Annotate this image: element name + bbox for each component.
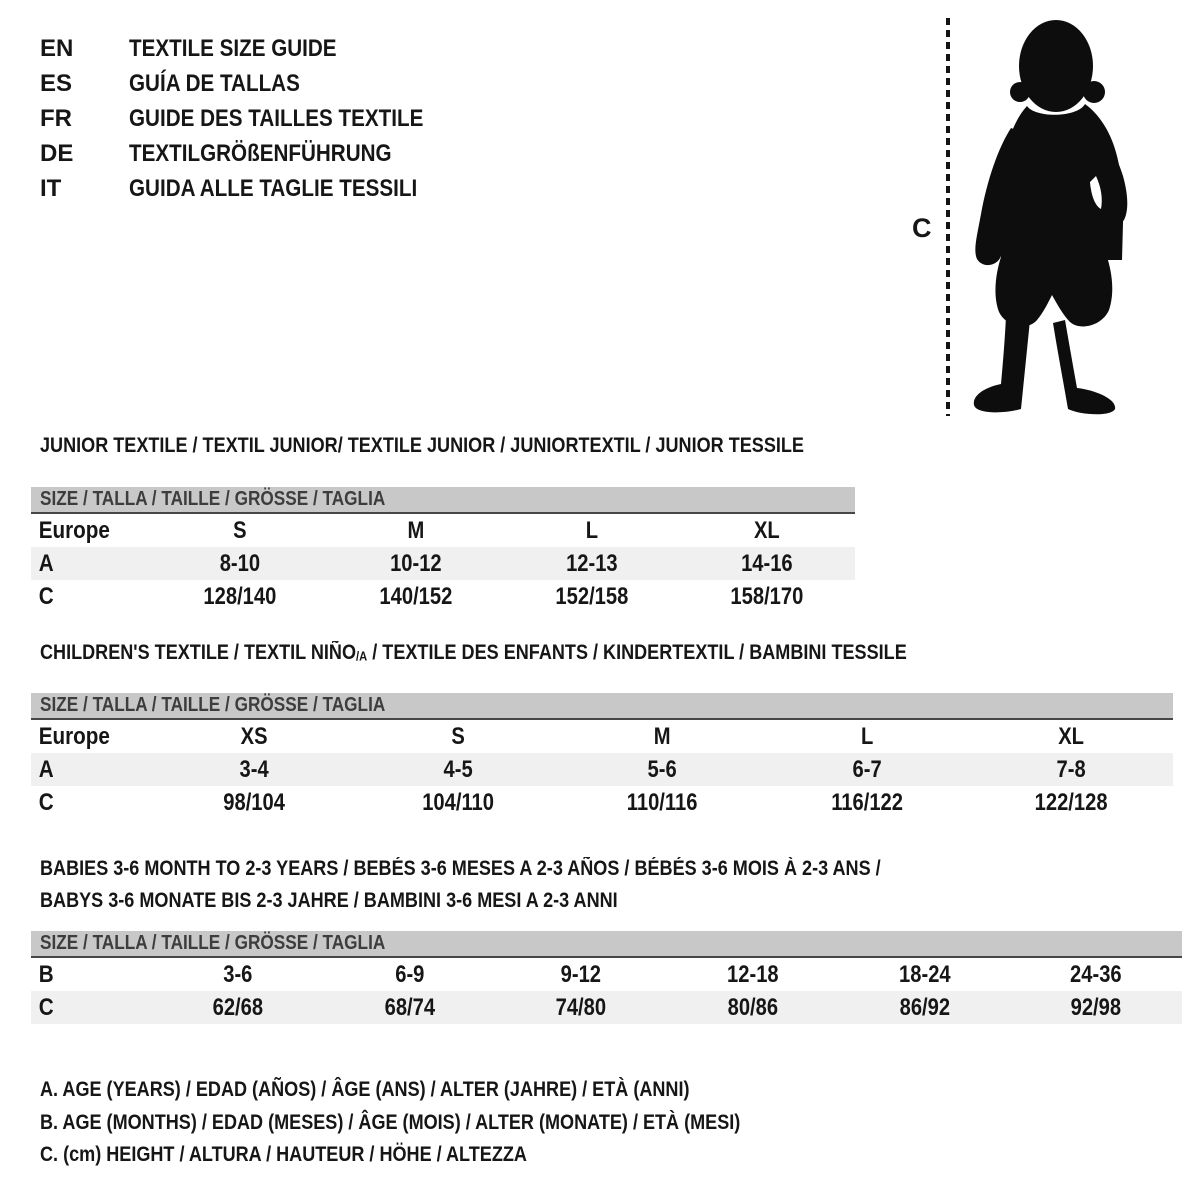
height-dashed-line <box>946 18 950 416</box>
height-measure-label: C <box>912 213 932 243</box>
row-label: Europe <box>38 723 110 750</box>
table-row <box>31 991 1182 1024</box>
height-cell: 62/68 <box>212 994 264 1021</box>
language-title-list <box>40 31 471 206</box>
size-cell: XS <box>240 723 268 750</box>
size-cell: S <box>233 517 247 544</box>
age-cell: 3-4 <box>239 756 269 783</box>
row-label: Europe <box>38 517 110 544</box>
height-cell: 110/116 <box>627 789 698 816</box>
age-cell: 7-8 <box>1056 756 1086 783</box>
language-code: IT <box>40 175 62 202</box>
row-label: C <box>38 583 54 610</box>
legend-line-a: A. AGE (YEARS) / EDAD (AÑOS) / ÂGE (ANS) / ALTER (JAHRE) / ETÀ (ANNI) <box>40 1078 690 1101</box>
age-cell: 5-6 <box>647 756 678 783</box>
babies-size-table <box>31 931 1182 1024</box>
height-cell: 158/170 <box>730 583 804 610</box>
height-cell: 122/128 <box>1034 789 1108 816</box>
children-section-title <box>40 640 907 670</box>
age-cell: 14-16 <box>741 550 793 577</box>
list-item <box>40 171 471 206</box>
age-cell: 10-12 <box>389 550 442 577</box>
guide-title: GUÍA DE TALLAS <box>129 70 300 97</box>
months-cell: 6-9 <box>394 961 425 988</box>
children-size-table <box>31 693 1173 819</box>
legend-line-b: B. AGE (MONTHS) / EDAD (MESES) / ÂGE (MOIS) / ALTER (MONATE) / ETÀ (MESI) <box>40 1110 741 1134</box>
size-cell: M <box>654 723 671 750</box>
size-header-label: SIZE / TALLA / TAILLE / GRÖSSE / TAGLIA <box>40 694 386 716</box>
months-cell: 18-24 <box>898 961 951 988</box>
age-cell: 6-7 <box>852 756 882 783</box>
size-cell: XL <box>1058 723 1084 750</box>
language-code: FR <box>40 105 72 132</box>
height-cell: 92/98 <box>1070 994 1122 1021</box>
height-cell: 116/122 <box>830 789 903 816</box>
guide-title: GUIDA ALLE TAGLIE TESSILI <box>129 175 418 202</box>
months-cell: 12-18 <box>727 961 779 988</box>
babies-title-line1: BABIES 3-6 MONTH TO 2-3 YEARS / BEBÉS 3-6 MESES A 2-3 AÑOS / BÉBÉS 3-6 MOIS À 2-3 ANS / <box>40 857 881 880</box>
table-row <box>31 958 1182 991</box>
junior-size-table <box>31 487 855 613</box>
size-header-bar <box>31 487 855 514</box>
guide-title: TEXTILE SIZE GUIDE <box>129 35 337 62</box>
guide-title: GUIDE DES TAILLES TEXTILE <box>129 105 424 132</box>
children-title-sub: /A <box>356 648 368 664</box>
babies-title-line2: BABYS 3-6 MONATE BIS 2-3 JAHRE / BAMBINI 3-6 MESI A 2-3 ANNI <box>40 889 618 912</box>
row-label: A <box>38 756 54 783</box>
language-code: DE <box>40 140 74 167</box>
table-row <box>31 753 1173 786</box>
junior-section-title: JUNIOR TEXTILE / TEXTIL JUNIOR/ TEXTILE JUNIOR / JUNIORTEXTIL / JUNIOR TESSILE <box>40 434 804 457</box>
list-item <box>40 31 471 66</box>
months-cell: 9-12 <box>561 961 602 988</box>
age-cell: 4-5 <box>443 756 473 783</box>
height-cell: 86/92 <box>899 994 950 1021</box>
row-label: C <box>38 789 54 816</box>
table-row <box>31 547 855 580</box>
height-cell: 140/152 <box>379 583 453 610</box>
legend-line-c: C. (cm) HEIGHT / ALTURA / HAUTEUR / HÖHE / ALTEZZA <box>40 1143 527 1166</box>
babies-section-title <box>40 853 881 917</box>
height-cell: 74/80 <box>555 994 607 1021</box>
list-item <box>40 66 471 101</box>
height-cell: 80/86 <box>727 994 779 1021</box>
language-code: ES <box>40 70 73 97</box>
table-row <box>31 514 855 547</box>
children-title-text: CHILDREN'S TEXTILE / TEXTIL NIÑO <box>40 641 357 664</box>
height-cell: 68/74 <box>384 994 435 1021</box>
height-cell: 128/140 <box>203 583 277 610</box>
size-cell: S <box>451 723 466 750</box>
table-row <box>31 580 855 613</box>
height-cell: 98/104 <box>223 789 285 816</box>
list-item <box>40 101 471 136</box>
list-item <box>40 136 471 171</box>
size-header-label: SIZE / TALLA / TAILLE / GRÖSSE / TAGLIA <box>40 488 386 510</box>
toddler-silhouette-icon <box>965 18 1140 418</box>
months-cell: 24-36 <box>1070 961 1122 988</box>
height-cell: 152/158 <box>554 583 628 610</box>
children-title-text: / TEXTILE DES ENFANTS / KINDERTEXTIL / BAMBINI TESSILE <box>367 641 907 664</box>
size-cell: L <box>860 723 873 750</box>
size-header-label: SIZE / TALLA / TAILLE / GRÖSSE / TAGLIA <box>40 932 386 954</box>
table-row <box>31 720 1173 753</box>
age-cell: 8-10 <box>219 550 261 577</box>
measurement-legend <box>40 1074 740 1172</box>
size-cell: M <box>407 517 425 544</box>
row-label: B <box>38 961 54 988</box>
baby-height-figure <box>900 0 1200 440</box>
age-cell: 12-13 <box>565 550 618 577</box>
row-label: A <box>38 550 54 577</box>
size-cell: L <box>585 517 598 544</box>
size-cell: XL <box>754 517 781 544</box>
size-header-bar <box>31 931 1182 958</box>
months-cell: 3-6 <box>223 961 253 988</box>
language-code: EN <box>40 35 74 62</box>
table-row <box>31 786 1173 819</box>
size-header-bar <box>31 693 1173 720</box>
row-label: C <box>38 994 54 1021</box>
height-cell: 104/110 <box>422 789 495 816</box>
guide-title: TEXTILGRÖßENFÜHRUNG <box>129 140 392 167</box>
